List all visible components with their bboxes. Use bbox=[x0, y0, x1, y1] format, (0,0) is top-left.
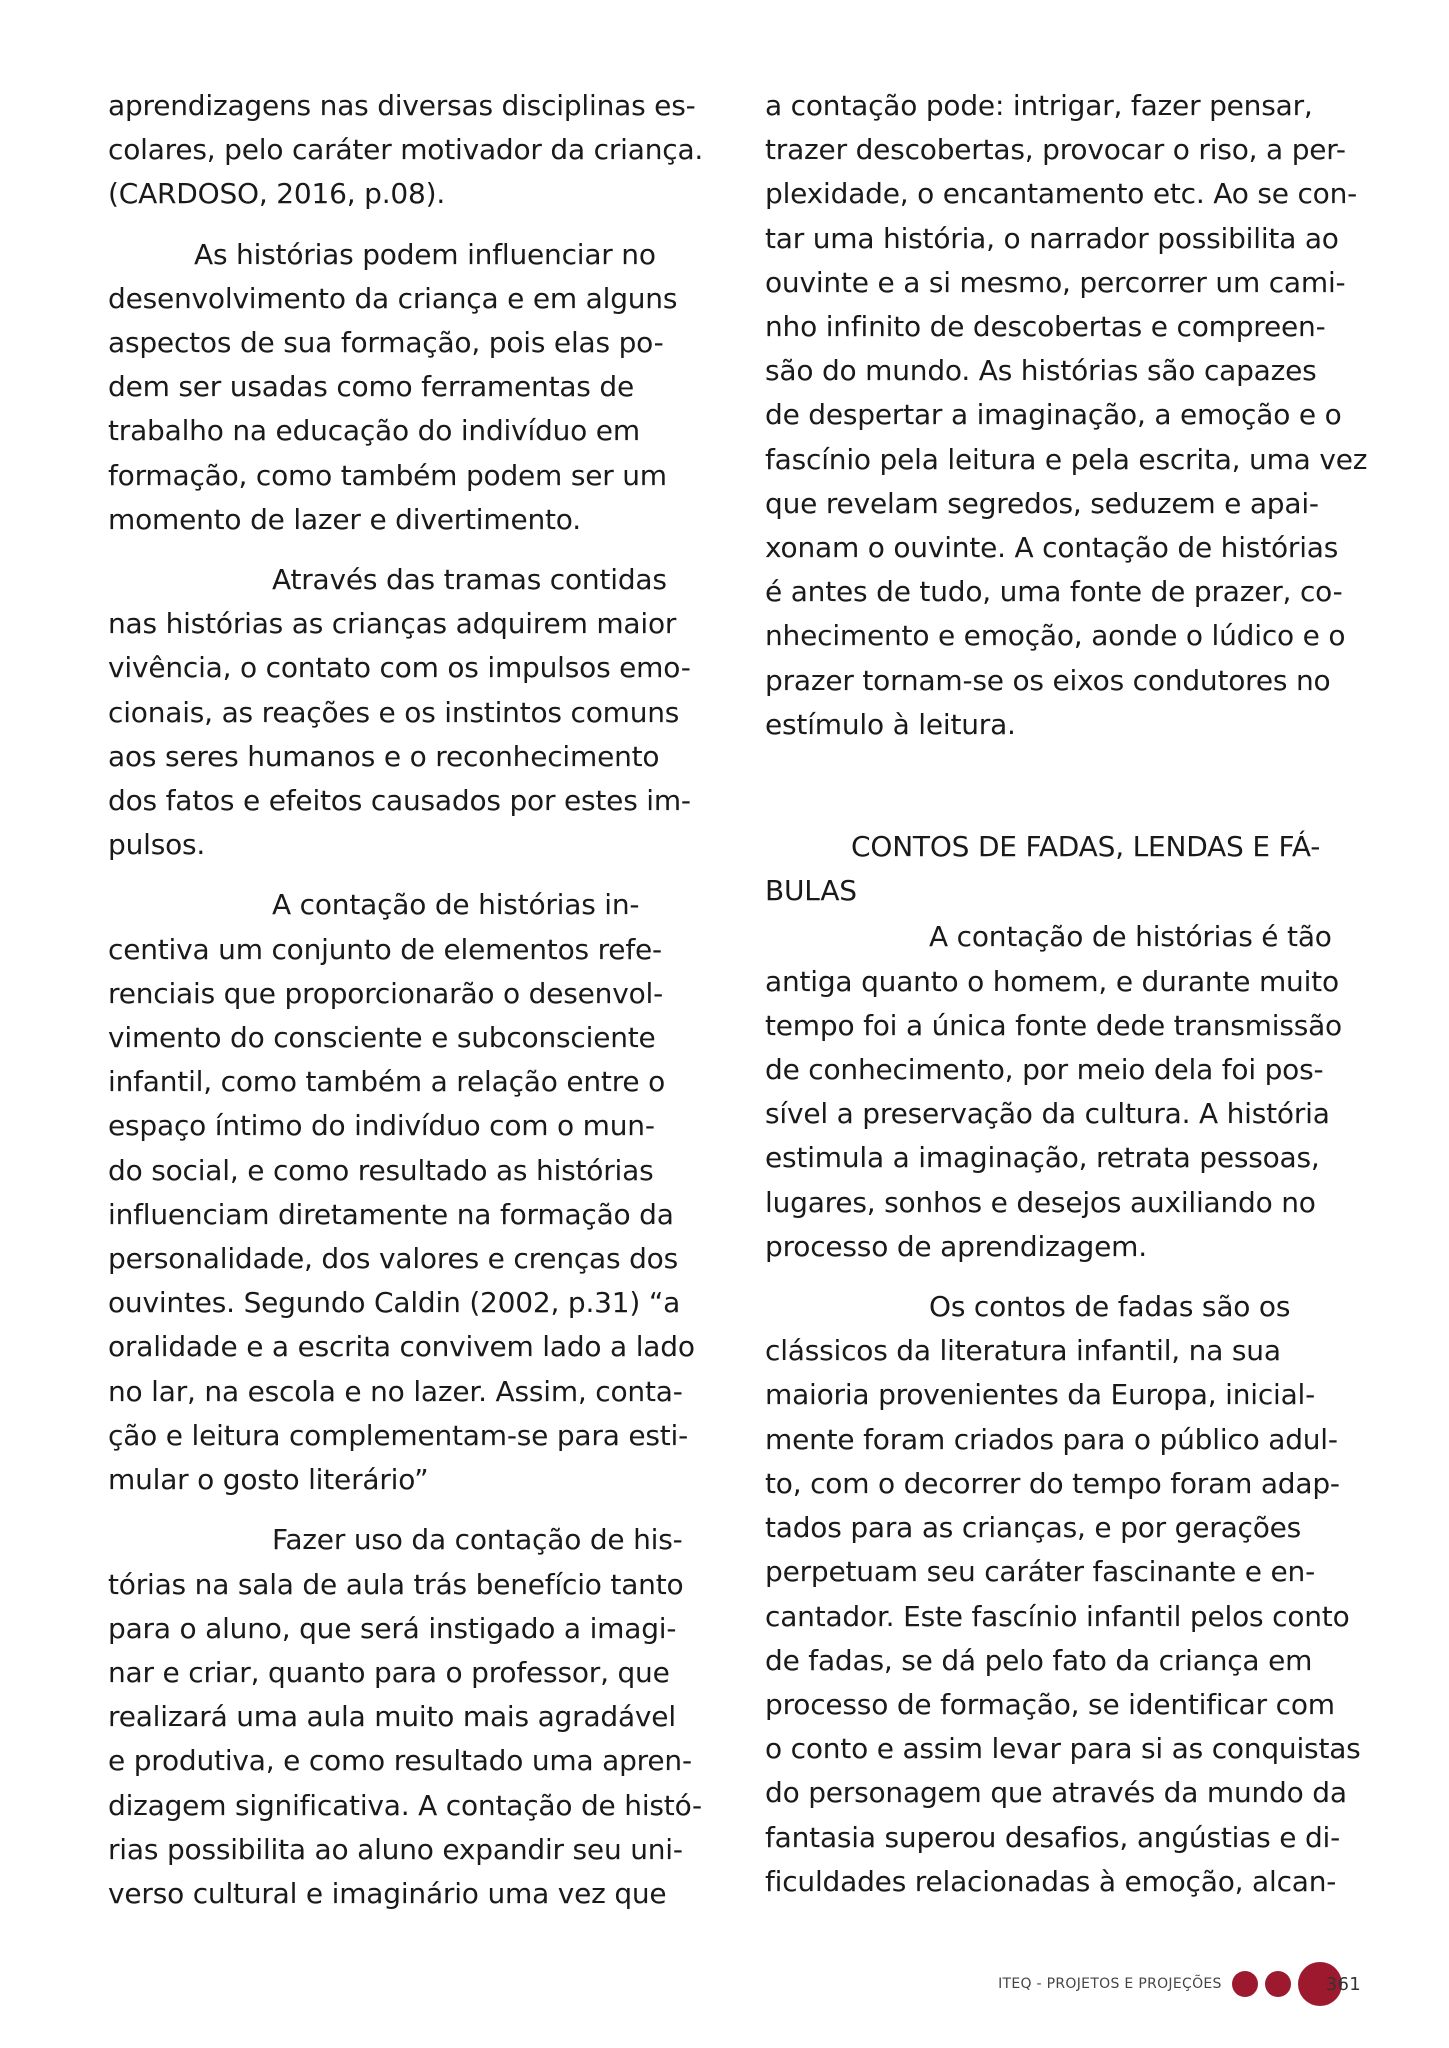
text-line: ficuldades relacionadas à emoção, alcan- bbox=[765, 1864, 1337, 1898]
dot-icon bbox=[1265, 1971, 1291, 1997]
text-line: do social, e como resultado as histórias bbox=[108, 1153, 654, 1187]
text-line: vimento do consciente e subconsciente bbox=[108, 1021, 656, 1055]
text-line: ção e leitura complementam-se para esti- bbox=[108, 1418, 689, 1452]
heading-line: CONTOS DE FADAS, LENDAS E FÁ- bbox=[851, 830, 1321, 864]
left-column bbox=[108, 84, 708, 1916]
text-line: nar e criar, quanto para o professor, que bbox=[108, 1655, 670, 1689]
text-line: tempo foi a única fonte dede transmissão bbox=[765, 1008, 1342, 1042]
text-line: vivência, o contato com os impulsos emo- bbox=[108, 651, 691, 685]
paragraph bbox=[108, 1518, 708, 1916]
text-line: personalidade, dos valores e crenças dos bbox=[108, 1242, 678, 1276]
text-line: nas histórias as crianças adquirem maior bbox=[108, 607, 677, 641]
text-line: Através das tramas contidas bbox=[272, 563, 667, 597]
text-line: perpetuam seu caráter fascinante e en- bbox=[765, 1555, 1316, 1589]
text-line: maioria provenientes da Europa, inicial- bbox=[765, 1378, 1316, 1412]
page-number: 361 bbox=[1325, 1973, 1361, 1995]
text-line: A contação de histórias in- bbox=[272, 888, 640, 922]
text-line: to, com o decorrer do tempo foram adap- bbox=[765, 1466, 1340, 1500]
text-line: processo de formação, se identificar com bbox=[765, 1687, 1335, 1721]
text-line: no lar, na escola e no lazer. Assim, conta- bbox=[108, 1374, 683, 1408]
text-line: fantasia superou desafios, angústias e di- bbox=[765, 1820, 1341, 1854]
text-line: ouvinte e a si mesmo, percorrer um cami- bbox=[765, 265, 1346, 299]
dot-icon bbox=[1232, 1971, 1258, 1997]
text-line: de fadas, se dá pelo fato da criança em bbox=[765, 1643, 1313, 1677]
text-line: cantador. Este fascínio infantil pelos conto bbox=[765, 1599, 1350, 1633]
text-line: espaço íntimo do indivíduo com o mun- bbox=[108, 1109, 655, 1143]
paragraph bbox=[765, 915, 1365, 1269]
text-line: lugares, sonhos e desejos auxiliando no bbox=[765, 1185, 1316, 1219]
text-line: estimula a imaginação, retrata pessoas, bbox=[765, 1141, 1320, 1175]
text-line: desenvolvimento da criança e em alguns bbox=[108, 281, 678, 315]
paragraph bbox=[108, 883, 708, 1502]
text-line: tórias na sala de aula trás benefício tanto bbox=[108, 1567, 684, 1601]
text-line: sível a preservação da cultura. A história bbox=[765, 1097, 1330, 1131]
text-line: cionais, as reações e os instintos comuns bbox=[108, 695, 680, 729]
text-line: rias possibilita ao aluno expandir seu uni- bbox=[108, 1832, 683, 1866]
text-line: de conhecimento, por meio dela foi pos- bbox=[765, 1053, 1324, 1087]
text-line: aos seres humanos e o reconhecimento bbox=[108, 739, 660, 773]
text-line: Os contos de fadas são os bbox=[929, 1290, 1291, 1324]
text-line: pulsos. bbox=[108, 828, 206, 862]
text-line: tados para as crianças, e por gerações bbox=[765, 1511, 1302, 1545]
text-line: para o aluno, que será instigado a imagi- bbox=[108, 1611, 677, 1645]
text-line: processo de aprendizagem. bbox=[765, 1229, 1147, 1263]
text-line: influenciam diretamente na formação da bbox=[108, 1197, 674, 1231]
section-heading bbox=[765, 825, 1365, 913]
text-line: mular o gosto literário” bbox=[108, 1463, 429, 1497]
text-line: verso cultural e imaginário uma vez que bbox=[108, 1876, 667, 1910]
paragraph bbox=[108, 233, 708, 542]
text-line: são do mundo. As histórias são capazes bbox=[765, 354, 1317, 388]
text-line: Fazer uso da contação de his- bbox=[272, 1523, 683, 1557]
text-line: As histórias podem influenciar no bbox=[194, 237, 656, 271]
text-line: realizará uma aula muito mais agradável bbox=[108, 1700, 676, 1734]
text-line: o conto e assim levar para si as conquistas bbox=[765, 1732, 1361, 1766]
text-line: do personagem que através da mundo da bbox=[765, 1776, 1347, 1810]
text-line: momento de lazer e divertimento. bbox=[108, 502, 581, 536]
text-line: dizagem significativa. A contação de histó- bbox=[108, 1788, 702, 1822]
text-line: a contação pode: intrigar, fazer pensar, bbox=[765, 89, 1313, 122]
text-line: plexidade, o encantamento etc. Ao se con- bbox=[765, 177, 1358, 211]
page-footer bbox=[998, 1962, 1361, 2006]
text-line: antiga quanto o homem, e durante muito bbox=[765, 964, 1339, 998]
paragraph bbox=[765, 84, 1368, 747]
text-line: infantil, como também a relação entre o bbox=[108, 1065, 666, 1099]
text-line: tar uma história, o narrador possibilita ao bbox=[765, 221, 1339, 255]
text-line: que revelam segredos, seduzem e apai- bbox=[765, 486, 1319, 520]
text-line: é antes de tudo, uma fonte de prazer, co- bbox=[765, 575, 1343, 609]
text-line: centiva um conjunto de elementos refe- bbox=[108, 932, 662, 966]
text-line: xonam o ouvinte. A contação de histórias bbox=[765, 531, 1339, 565]
text-line: aspectos de sua formação, pois elas po- bbox=[108, 326, 664, 360]
text-line: nhecimento e emoção, aonde o lúdico e o bbox=[765, 619, 1346, 653]
text-line: clássicos da literatura infantil, na sua bbox=[765, 1334, 1281, 1368]
text-line: oralidade e a escrita convivem lado a lado bbox=[108, 1330, 695, 1364]
text-line: A contação de histórias é tão bbox=[929, 920, 1332, 954]
text-line: (CARDOSO, 2016, p.08). bbox=[108, 177, 446, 211]
right-column bbox=[765, 84, 1368, 1904]
text-line: e produtiva, e como resultado uma apren- bbox=[108, 1744, 692, 1778]
text-line: de despertar a imaginação, a emoção e o bbox=[765, 398, 1342, 432]
paragraph bbox=[108, 84, 708, 217]
text-line: renciais que proporcionarão o desenvol- bbox=[108, 976, 664, 1010]
paragraph bbox=[765, 1285, 1365, 1904]
text-line: estímulo à leitura. bbox=[765, 707, 1016, 741]
heading-line: BULAS bbox=[765, 874, 857, 908]
text-line: ouvintes. Segundo Caldin (2002, p.31) “a bbox=[108, 1286, 681, 1320]
text-line: aprendizagens nas diversas disciplinas es- bbox=[108, 89, 696, 122]
text-line: trabalho na educação do indivíduo em bbox=[108, 414, 640, 448]
text-line: prazer tornam-se os eixos condutores no bbox=[765, 663, 1331, 697]
text-line: formação, como também podem ser um bbox=[108, 458, 667, 492]
text-line: nho infinito de descobertas e compreen- bbox=[765, 310, 1326, 344]
text-line: colares, pelo caráter motivador da criança. bbox=[108, 133, 704, 167]
footer-label: ITEQ - PROJETOS E PROJEÇÕES bbox=[998, 1976, 1222, 1992]
text-line: trazer descobertas, provocar o riso, a per- bbox=[765, 133, 1346, 167]
text-line: dem ser usadas como ferramentas de bbox=[108, 370, 634, 404]
text-line: fascínio pela leitura e pela escrita, uma vez bbox=[765, 442, 1368, 476]
text-line: mente foram criados para o público adul- bbox=[765, 1422, 1338, 1456]
text-line: dos fatos e efeitos causados por estes im- bbox=[108, 784, 691, 818]
paragraph bbox=[108, 558, 708, 867]
